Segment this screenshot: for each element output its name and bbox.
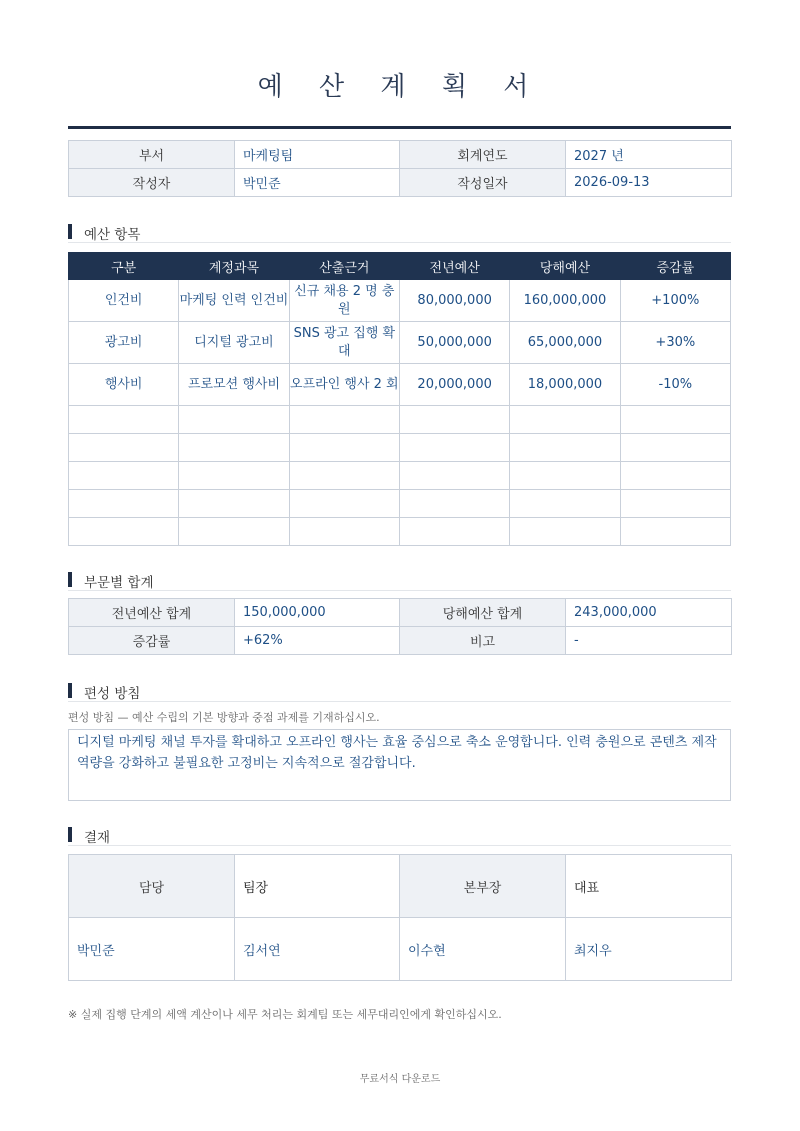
items-section-header — [68, 223, 731, 243]
name-ceo: 최지우 — [566, 918, 732, 981]
cell-category: 행사비 — [69, 364, 179, 406]
header-prev-budget: 전년예산 — [399, 253, 509, 280]
policy-hint: 편성 방침 — 예산 수립의 기본 방향과 중점 과제를 기재하십시오. — [68, 711, 380, 724]
cell-prev-budget: 80,000,000 — [399, 280, 509, 322]
approval-table — [68, 854, 732, 981]
date-value: 2026-09-13 — [566, 169, 732, 197]
cell-basis: 오프라인 행사 2 회 — [289, 364, 399, 406]
header-account: 계정과목 — [179, 253, 289, 280]
cell-curr-budget: 18,000,000 — [510, 364, 620, 406]
cell-account: 마케팅 인력 인건비 — [179, 280, 289, 322]
totals-table — [68, 598, 732, 655]
empty-row — [69, 406, 731, 434]
cell-rate: -10% — [620, 364, 730, 406]
prev-total-value: 150,000,000 — [235, 599, 400, 627]
info-table — [68, 140, 732, 197]
author-label: 작성자 — [69, 169, 235, 197]
dept-label: 부서 — [69, 141, 235, 169]
header-curr-budget: 당해예산 — [510, 253, 620, 280]
rate-value: +62% — [235, 627, 400, 655]
name-staff: 박민준 — [69, 918, 235, 981]
table-row — [69, 322, 731, 364]
year-label: 회계연도 — [400, 141, 566, 169]
cell-prev-budget: 50,000,000 — [399, 322, 509, 364]
approval-section-header — [68, 826, 731, 846]
rate-label: 증감률 — [69, 627, 235, 655]
policy-section-title: 편성 방침 — [84, 686, 141, 702]
date-label: 작성일자 — [400, 169, 566, 197]
role-staff: 담당 — [69, 855, 235, 918]
cell-curr-budget: 65,000,000 — [510, 322, 620, 364]
remark-value: - — [566, 627, 732, 655]
cell-account: 디지털 광고비 — [179, 322, 289, 364]
prev-total-label: 전년예산 합계 — [69, 599, 235, 627]
section-marker — [68, 224, 72, 239]
role-ceo: 대표 — [566, 855, 732, 918]
section-marker — [68, 827, 72, 842]
footnote: ※ 실제 집행 단계의 세액 계산이나 세무 처리는 회계팀 또는 세무대리인에게 확인하십시오. — [68, 1008, 502, 1021]
role-team-lead: 팀장 — [235, 855, 400, 918]
cell-rate: +100% — [620, 280, 730, 322]
remark-label: 비고 — [400, 627, 566, 655]
cell-category: 광고비 — [69, 322, 179, 364]
policy-section-header — [68, 682, 731, 702]
header-basis: 산출근거 — [289, 253, 399, 280]
cell-basis: 신규 채용 2 명 충원 — [289, 280, 399, 322]
name-division-head: 이수현 — [400, 918, 566, 981]
header-rate: 증감률 — [620, 253, 730, 280]
empty-row — [69, 434, 731, 462]
cell-rate: +30% — [620, 322, 730, 364]
author-value: 박민준 — [235, 169, 400, 197]
cell-category: 인건비 — [69, 280, 179, 322]
cell-account: 프로모션 행사비 — [179, 364, 289, 406]
budget-items-table — [68, 252, 731, 546]
empty-row — [69, 462, 731, 490]
cell-prev-budget: 20,000,000 — [399, 364, 509, 406]
cell-basis: SNS 광고 집행 확대 — [289, 322, 399, 364]
totals-section-title: 부문별 합계 — [84, 575, 154, 591]
dept-value: 마케팅팀 — [235, 141, 400, 169]
name-team-lead: 김서연 — [235, 918, 400, 981]
header-category: 구분 — [69, 253, 179, 280]
section-marker — [68, 683, 72, 698]
empty-row — [69, 490, 731, 518]
curr-total-value: 243,000,000 — [566, 599, 732, 627]
footer-text: 무료서식 다운로드 — [359, 1074, 441, 1085]
year-value: 2027 년 — [566, 141, 732, 169]
approval-section-title: 결재 — [84, 830, 111, 846]
title-divider — [68, 126, 731, 129]
empty-row — [69, 518, 731, 546]
totals-section-header — [68, 571, 731, 591]
section-marker — [68, 572, 72, 587]
policy-text-box: 디지털 마케팅 채널 투자를 확대하고 오프라인 행사는 효율 중심으로 축소 운영합니다. 인력 충원으로 콘텐츠 제작 역량을 강화하고 불필요한 고정비는 지속적으로 절감합니다. — [68, 729, 731, 801]
cell-curr-budget: 160,000,000 — [510, 280, 620, 322]
table-row — [69, 364, 731, 406]
items-section-title: 예산 항목 — [84, 227, 141, 243]
table-row — [69, 280, 731, 322]
role-division-head: 본부장 — [400, 855, 566, 918]
document-title: 예 산 계 획 서 — [257, 72, 543, 102]
curr-total-label: 당해예산 합계 — [400, 599, 566, 627]
